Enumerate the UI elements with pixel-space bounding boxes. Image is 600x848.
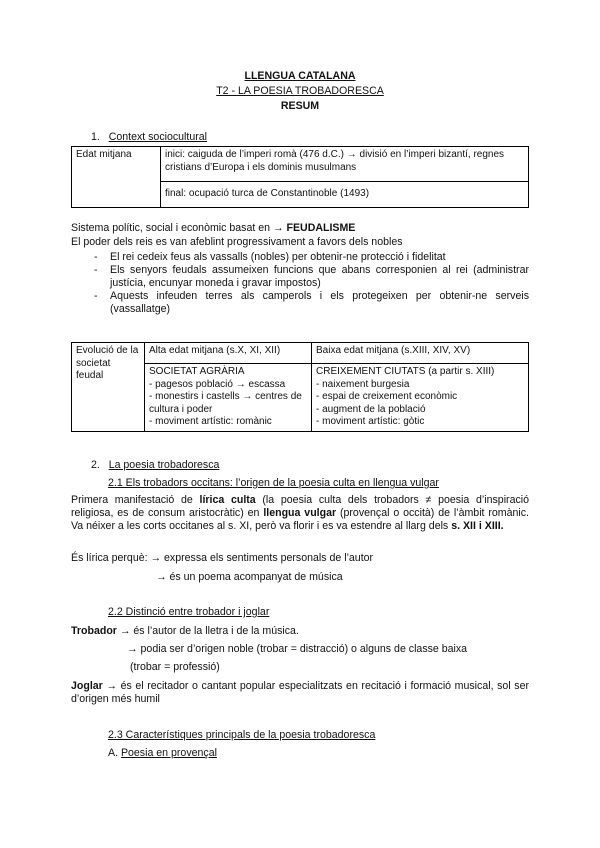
baixa-head: Baixa edat mitjana (s.XIII, XIV, XV)	[312, 343, 529, 364]
society-table	[71, 342, 529, 432]
lirica-line-2: → és un poema acompanyat de música	[156, 571, 343, 583]
list-item: - naixement burgesia	[316, 378, 410, 390]
joglar-line: Joglar → és el recitador o cantant popular especialitzats en recitació i formació musical, sol ser d’origen més humil	[71, 680, 529, 705]
society-label: Evolució de la societat feudal	[72, 343, 145, 432]
list-item: - espai de creixement econòmic	[316, 391, 458, 402]
baixa-title: CREIXEMENT CIUTATS (a partir s. XIII)	[316, 366, 495, 377]
list-item: - El rei cedeix feus als vassalls (nobles) per obtenir-ne protecció i fidelitat	[84, 251, 529, 264]
subsection-a: A. Poesia en provençal	[108, 747, 217, 759]
section-2-heading: 2. La poesia trobadoresca	[91, 459, 220, 471]
context-final: final: ocupació turca de Constantinoble (1493)	[161, 182, 529, 208]
lirica-line-1: És lírica perquè: → expressa els sentiments personals de l’autor	[71, 552, 374, 564]
doc-resum: RESUM	[280, 100, 320, 112]
trobador-line: Trobador → és l’autor de la lletra i de la música.	[71, 625, 299, 637]
baixa-cell	[312, 364, 529, 432]
power-line: El poder dels reis es van afeblint progressivament a favors dels nobles	[71, 236, 403, 248]
subsection-2-3: 2.3 Característiques principals de la poesia trobadoresca	[108, 729, 376, 741]
feudal-bullets	[84, 251, 529, 316]
paragraph-lirica-culta: Primera manifestació de lírica culta (la poesia culta dels trobadors ≠ poesia d’inspiració religiosa, es de consum aristocràtic) en llengua vulgar (provençal o occità) de l’àmbit romànic. Va néixer a les corts occitanes al s. XI, però va florir i es va estendre al llarg dels s. XII i XIII.	[71, 494, 530, 532]
section-1-heading: 1. Context sociocultural	[91, 131, 208, 143]
subsection-2-1: 2.1 Els trobadors occitans: l’origen de la poesia culta en llengua vulgar	[108, 477, 439, 489]
context-table	[71, 146, 529, 208]
list-item: - augment de la població	[316, 403, 426, 415]
trobador-line-2: → podia ser d’origen noble (trobar = distracció) o alguns de classe baixa	[127, 643, 468, 655]
list-item: - pagesos població → escassa	[149, 378, 286, 390]
context-label: Edat mitjana	[72, 147, 161, 208]
list-item: - Aquests infeuden terres als camperols i els protegeixen per obtenir-ne serveis (vassallatge)	[84, 290, 529, 316]
subsection-2-2: 2.2 Distinció entre trobador i joglar	[108, 606, 270, 618]
feudal-system-line: Sistema polític, social i econòmic basat en → FEUDALISME	[71, 222, 356, 234]
list-item: - monestirs i castells → centres de cultura i poder	[149, 391, 302, 415]
alta-head: Alta edat mitjana (s.X, XI, XII)	[145, 343, 312, 364]
alta-cell	[145, 364, 312, 432]
trobador-line-3: (trobar = professió)	[130, 661, 220, 673]
list-item: - moviment artístic: romànic	[149, 416, 272, 427]
alta-title: SOCIETAT AGRÀRIA	[149, 366, 245, 377]
doc-subtitle: T2 - LA POESIA TROBADORESCA	[216, 85, 384, 97]
list-item: - moviment artístic: gòtic	[316, 416, 425, 427]
list-item: - Els senyors feudals assumeixen funcions que abans corresponien al rei (administrar justícia, encunyar moneda i gravar impostos)	[84, 264, 529, 290]
context-inici: inici: caiguda de l’imperi romà (476 d.C.) → divisió en l’imperi bizantí, regnes cristians d’Europa i els dominis musulmans	[161, 147, 529, 182]
doc-title: LLENGUA CATALANA	[244, 70, 356, 82]
